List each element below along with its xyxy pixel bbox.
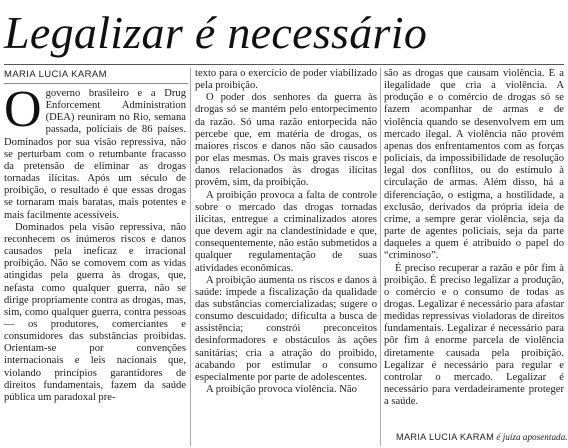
signoff-role: é juíza aposentada. [496,432,568,442]
article-paragraph [4,88,186,222]
byline-rule [4,83,188,84]
drop-cap: O [4,88,42,138]
paragraph-text: governo brasileiro e a Drug Enforcement Administration (DEA) reuniram no Rio, semana passada, policiais de 86 países. Dominados por sua visão repressiva, não se perturbam com o retumbante fracasso da pretensão de eliminar as drogas tornadas ilícitas. Após um século de proibição, o resultado é que essas drogas se tornaram mais baratas, mais potentes e mais facilmente acessíveis. [4,88,186,221]
article-paragraph: É preciso recuperar a razão e pôr fim à proibição. É preciso legalizar a produção, o comércio e o consumo de todas as drogas. Legalizar é necessário para afastar medidas repressivas violadoras de direitos fundamentais. Legalizar é necessário para pôr fim à enorme parcela de violência diretamente causada pela proibição. Legalizar é necessário para regular e controlar o mercado. Legalizar é necessário para verdadeiramente proteger a saúde. [384,262,564,408]
signoff-name: MARIA LUCIA KARAM [396,432,495,442]
article-paragraph: Dominados pela visão repressiva, não reconhecem os inúmeros riscos e danos causados pela ineficaz e irracional proibição. Não se comovem com as vidas atingidas pela guerra às drogas, que, nefasta como qualquer guerra, não se dirige propriamente contra as drogas, mas, sim, como qualquer guerra, contra pessoas — os produtores, comerciantes e consumidores das substâncias proibidas. Orientam-se por convenções internacionais e leis nacionais que, violando princípios garantidores de direitos fundamentais, fazem da saúde pública um paradoxal pre- [4,221,186,403]
headline-rule [4,64,564,65]
article-column-1 [4,88,186,446]
article-paragraph: A proibição aumenta os riscos e danos à saúde: impede a fiscalização da qualidade das substâncias comercializadas; sugere o consumo descuidado; dificulta a busca de assistência; constrói preconceitos desinformadores e obstáculos às ações sanitárias; cria a atração do proibido, acabando por estimular o consumo especialmente por parte de adolescentes. [195,274,377,383]
article-column-3 [384,68,564,446]
article-paragraph: O poder dos senhores da guerra às drogas só se mantém pelo entorpecimento da razão. Só uma razão entorpecida não percebe que, em matéria de drogas, os maiores riscos e danos não são causados por elas mesmas. Os mais graves riscos e danos relacionados às drogas ilícitas provêm, sim, da proibição. [195,92,377,189]
column-divider [380,68,381,446]
article-paragraph: texto para o exercício de poder viabilizado pela proibição. [195,68,377,92]
article-paragraph: A proibição provoca violência. Não [206,384,357,396]
article-paragraph: são as drogas que causam violência. É a ilegalidade que cria a violência. A produção e o comércio de drogas só se fazem acompanhar de armas e de violência quando se desenvolvem em um mercado ilegal. A violência não provém apenas dos enfrentamentos com as forças policiais, da impossibilidade de resolução legal dos conflitos, ou do estímulo à circulação de armas. Além disso, há a diferenciação, o estigma, a hostilidade, a exclusão, derivados da própria ideia de crime, a sempre gerar violência, seja da parte de agentes policiais, seja da parte daqueles a quem é atribuído o papel do “criminoso”. [384,68,564,262]
article-column-2 [195,68,377,446]
author-signoff [396,432,568,442]
article-paragraph: A proibição provoca a falta de controle sobre o mercado das drogas tornadas ilícitas, entregue a criminalizados atores que devem agir na clandestinidade e que, consequentemente, não estão submetidos a qualquer regulamentação de suas atividades econômicas. [195,189,377,274]
article-byline: MARIA LUCIA KARAM [4,69,107,80]
article-headline: Legalizar é necessário [4,7,428,58]
column-divider [190,68,191,446]
